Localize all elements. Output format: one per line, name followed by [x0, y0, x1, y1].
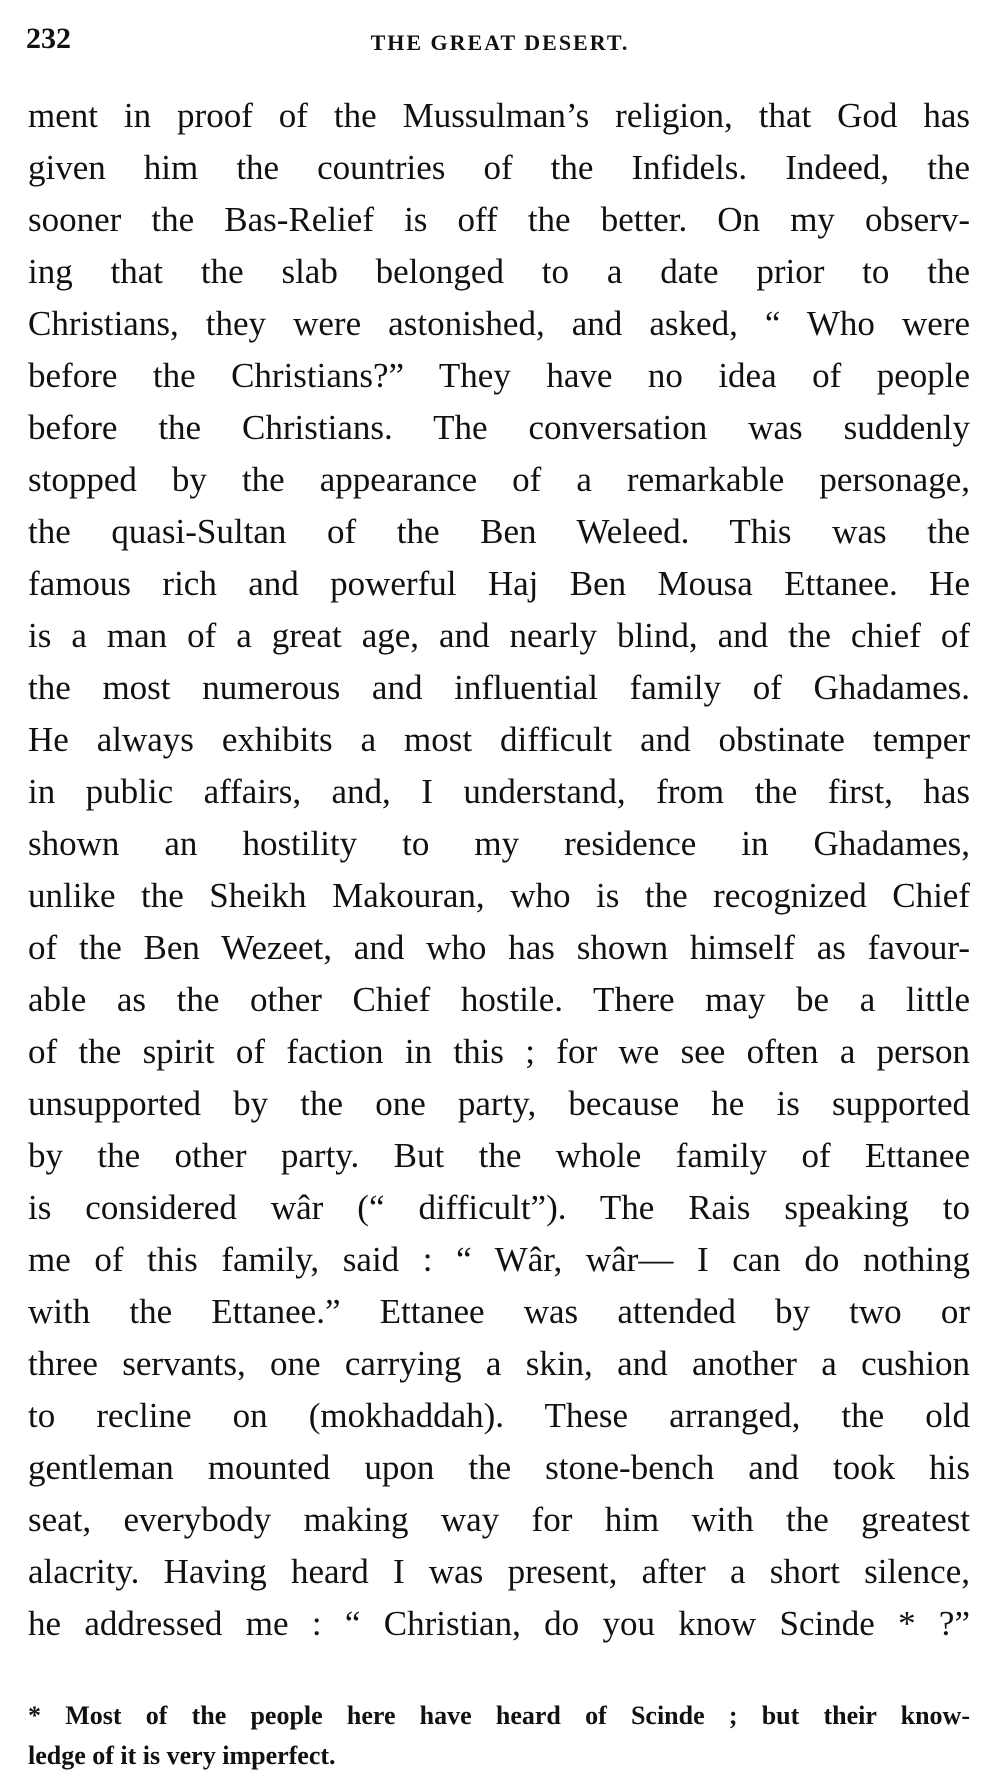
footnote-line: ledge of it is very imperfect.: [28, 1741, 336, 1770]
text-line: shown an hostility to my residence in Ghadames,: [28, 824, 970, 863]
text-line: alacrity. Having heard I was present, after a short silence,: [28, 1552, 970, 1591]
text-line: able as the other Chief hostile. There may be a little: [28, 980, 970, 1019]
text-line: of the spirit of faction in this ; for we see often a person: [28, 1032, 970, 1071]
page-number: 232: [26, 22, 71, 55]
text-line: He always exhibits a most difficult and obstinate temper: [28, 720, 970, 759]
text-line: seat, everybody making way for him with the greatest: [28, 1500, 970, 1539]
text-line: in public affairs, and, I understand, from the first, has: [28, 772, 970, 811]
footnote: [28, 1696, 970, 1776]
text-line: ment in proof of the Mussulman’s religion, that God has: [28, 96, 970, 135]
text-line: the quasi-Sultan of the Ben Weleed. This was the: [28, 512, 970, 551]
text-line: stopped by the appearance of a remarkable personage,: [28, 460, 970, 499]
page-header: [26, 22, 974, 62]
running-head: THE GREAT DESERT.: [370, 30, 630, 55]
text-line: me of this family, said : “ Wâr, wâr— I can do nothing: [28, 1240, 970, 1279]
text-line: the most numerous and influential family of Ghadames.: [28, 668, 970, 707]
text-line: to recline on (mokhaddah). These arranged, the old: [28, 1396, 970, 1435]
text-line: with the Ettanee.” Ettanee was attended by two or: [28, 1292, 970, 1331]
text-line: unsupported by the one party, because he is supported: [28, 1084, 970, 1123]
text-line: of the Ben Wezeet, and who has shown himself as favour-: [28, 928, 970, 967]
text-line: three servants, one carrying a skin, and another a cushion: [28, 1344, 970, 1383]
text-line: famous rich and powerful Haj Ben Mousa Ettanee. He: [28, 564, 970, 603]
text-line: before the Christians. The conversation was suddenly: [28, 408, 970, 447]
text-line: he addressed me : “ Christian, do you know Scinde * ?”: [28, 1604, 970, 1643]
body-text: [28, 90, 970, 1650]
text-line: given him the countries of the Infidels. Indeed, the: [28, 148, 970, 187]
text-line: sooner the Bas-Relief is off the better. On my observ-: [28, 200, 970, 239]
text-line: by the other party. But the whole family of Ettanee: [28, 1136, 970, 1175]
text-line: before the Christians?” They have no idea of people: [28, 356, 970, 395]
footnote-line: * Most of the people here have heard of Scinde ; but their know-: [28, 1701, 970, 1730]
text-line: ing that the slab belonged to a date prior to the: [28, 252, 970, 291]
text-line: gentleman mounted upon the stone-bench and took his: [28, 1448, 970, 1487]
text-line: is a man of a great age, and nearly blind, and the chief of: [28, 616, 970, 655]
text-line: is considered wâr (“ difficult”). The Rais speaking to: [28, 1188, 970, 1227]
text-line: Christians, they were astonished, and asked, “ Who were: [28, 304, 970, 343]
text-line: unlike the Sheikh Makouran, who is the recognized Chief: [28, 876, 970, 915]
